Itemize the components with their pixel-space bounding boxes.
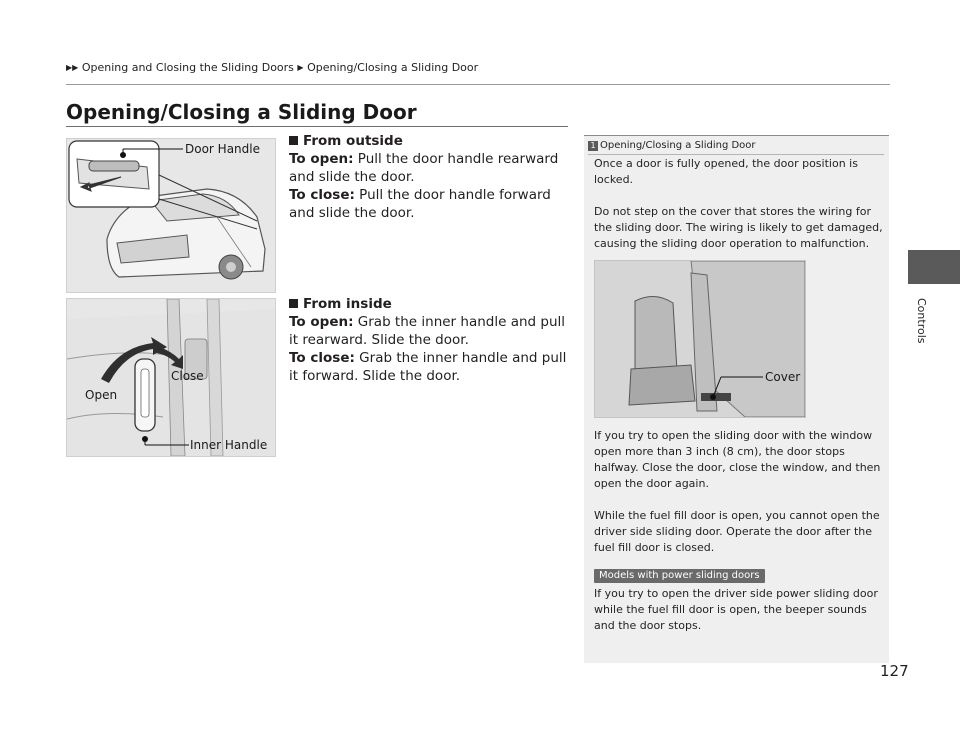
open-instruction: To open: Pull the door handle rearward and slide the door. bbox=[289, 151, 559, 185]
note-door-lock: Once a door is fully opened, the door position is locked. bbox=[594, 157, 858, 186]
model-badge: Models with power sliding doors bbox=[594, 569, 765, 583]
open-instruction: To open: Grab the inner handle and pull it rearward. Slide the door. bbox=[289, 314, 566, 348]
close-instruction: To close: Pull the door handle forward and slide the door. bbox=[289, 187, 551, 221]
square-bullet-icon bbox=[289, 136, 298, 145]
section-heading: From inside bbox=[289, 295, 567, 313]
note-power-door-beeper: If you try to open the driver side power sliding door while the fuel fill door is open, the beeper sounds and the door stops. bbox=[594, 587, 878, 632]
section-from-outside bbox=[289, 132, 567, 222]
figure-outside-handle bbox=[66, 138, 276, 293]
cover-illustration bbox=[595, 261, 805, 417]
inner-handle-callout: Inner Handle bbox=[190, 438, 268, 452]
reference-icon: 1 bbox=[588, 141, 598, 151]
note-cover-warning: Do not step on the cover that stores the wiring for the sliding door. The wiring is likely to get damaged, causing the sliding door operation to malfunction. bbox=[594, 205, 883, 250]
open-callout: Open bbox=[85, 388, 118, 402]
header-rule bbox=[66, 84, 890, 85]
figure-inner-handle bbox=[66, 298, 276, 457]
close-instruction: To close: Grab the inner handle and pull it forward. Slide the door. bbox=[289, 350, 567, 384]
sidebar-heading: 1 Opening/Closing a Sliding Door bbox=[588, 138, 884, 155]
page-number: 127 bbox=[880, 662, 909, 680]
note-fuel-door: While the fuel fill door is open, you cannot open the driver side sliding door. Operate the door after the fuel fill door is closed. bbox=[594, 509, 880, 554]
section-heading: From outside bbox=[289, 132, 567, 150]
van-illustration bbox=[67, 139, 275, 292]
close-callout: Close bbox=[171, 369, 204, 383]
section-from-inside bbox=[289, 295, 567, 385]
square-bullet-icon bbox=[289, 299, 298, 308]
door-handle-callout: Door Handle bbox=[185, 142, 260, 156]
arrow-icon: ▶ bbox=[297, 63, 304, 72]
notes-sidebar bbox=[584, 135, 889, 663]
breadcrumb-page: Opening/Closing a Sliding Door bbox=[307, 61, 479, 74]
cover-callout: Cover bbox=[765, 370, 801, 384]
arrow-icon: ▶▶ bbox=[66, 63, 79, 72]
cover-photo bbox=[594, 260, 806, 418]
chapter-label: Controls bbox=[915, 298, 928, 344]
breadcrumb-section: Opening and Closing the Sliding Doors bbox=[81, 61, 294, 74]
note-window-open: If you try to open the sliding door with the window open more than 3 inch (8 cm), the door stops halfway. Close the door, close the window, and then open the door again. bbox=[594, 429, 881, 490]
breadcrumb bbox=[66, 61, 888, 74]
title-rule bbox=[66, 126, 568, 127]
chapter-tab bbox=[908, 250, 960, 284]
page-title: Opening/Closing a Sliding Door bbox=[66, 100, 417, 124]
